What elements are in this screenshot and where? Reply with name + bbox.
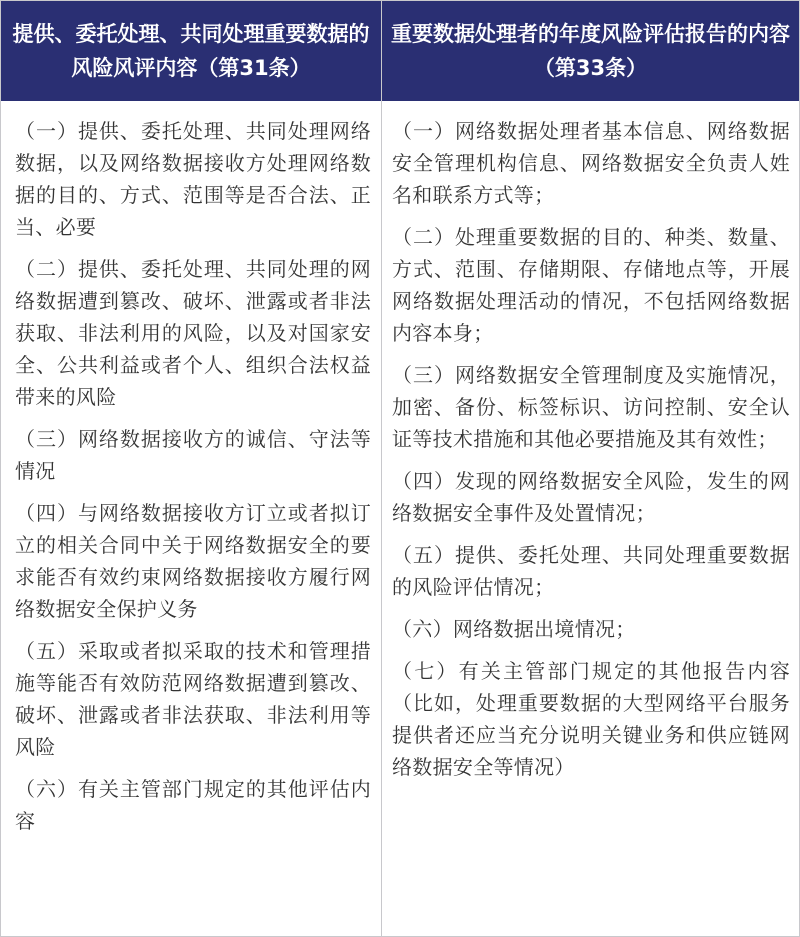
- header-cell-article-33: 重要数据处理者的年度风险评估报告的内容（第33条）: [391, 22, 790, 80]
- right-column-article-33: [392, 115, 790, 793]
- right-item-4: （四）发现的网络数据安全风险，发生的网络数据安全事件及处置情况；: [392, 469, 790, 525]
- left-item-6: （六）有关主管部门规定的其他评估内容: [15, 777, 371, 833]
- right-item-1: （一）网络数据处理者基本信息、网络数据安全管理机构信息、网络数据安全负责人姓名和联系方式等；: [392, 119, 790, 207]
- left-column-article-31: [15, 115, 371, 847]
- left-item-1: （一）提供、委托处理、共同处理网络数据，以及网络数据接收方处理网络数据的目的、方式、范围等是否合法、正当、必要: [15, 119, 371, 239]
- left-item-4: （四）与网络数据接收方订立或者拟订立的相关合同中关于网络数据安全的要求能否有效约束网络数据接收方履行网络数据安全保护义务: [15, 501, 371, 621]
- right-item-7: （七）有关主管部门规定的其他报告内容（比如，处理重要数据的大型网络平台服务提供者还应当充分说明关键业务和供应链网络数据安全等情况）: [392, 659, 790, 779]
- left-item-3: （三）网络数据接收方的诚信、守法等情况: [15, 427, 371, 483]
- column-divider: [381, 101, 382, 937]
- right-item-5: （五）提供、委托处理、共同处理重要数据的风险评估情况；: [392, 543, 790, 599]
- table-header: [1, 1, 799, 101]
- left-item-2: （二）提供、委托处理、共同处理的网络数据遭到篡改、破坏、泄露或者非法获取、非法利用的风险，以及对国家安全、公共利益或者个人、组织合法权益带来的风险: [15, 257, 371, 409]
- right-item-6: （六）网络数据出境情况；: [392, 617, 636, 641]
- right-item-2: （二）处理重要数据的目的、种类、数量、方式、范围、存储期限、存储地点等，开展网络数据处理活动的情况，不包括网络数据内容本身；: [392, 225, 790, 345]
- left-item-5: （五）采取或者拟采取的技术和管理措施等能否有效防范网络数据遭到篡改、破坏、泄露或者非法获取、非法利用等风险: [15, 639, 371, 759]
- header-cell-article-31: 提供、委托处理、共同处理重要数据的风险风评内容（第31条）: [12, 22, 370, 80]
- right-item-3: （三）网络数据安全管理制度及实施情况，加密、备份、标签标识、访问控制、安全认证等技术措施和其他必要措施及其有效性；: [392, 363, 790, 451]
